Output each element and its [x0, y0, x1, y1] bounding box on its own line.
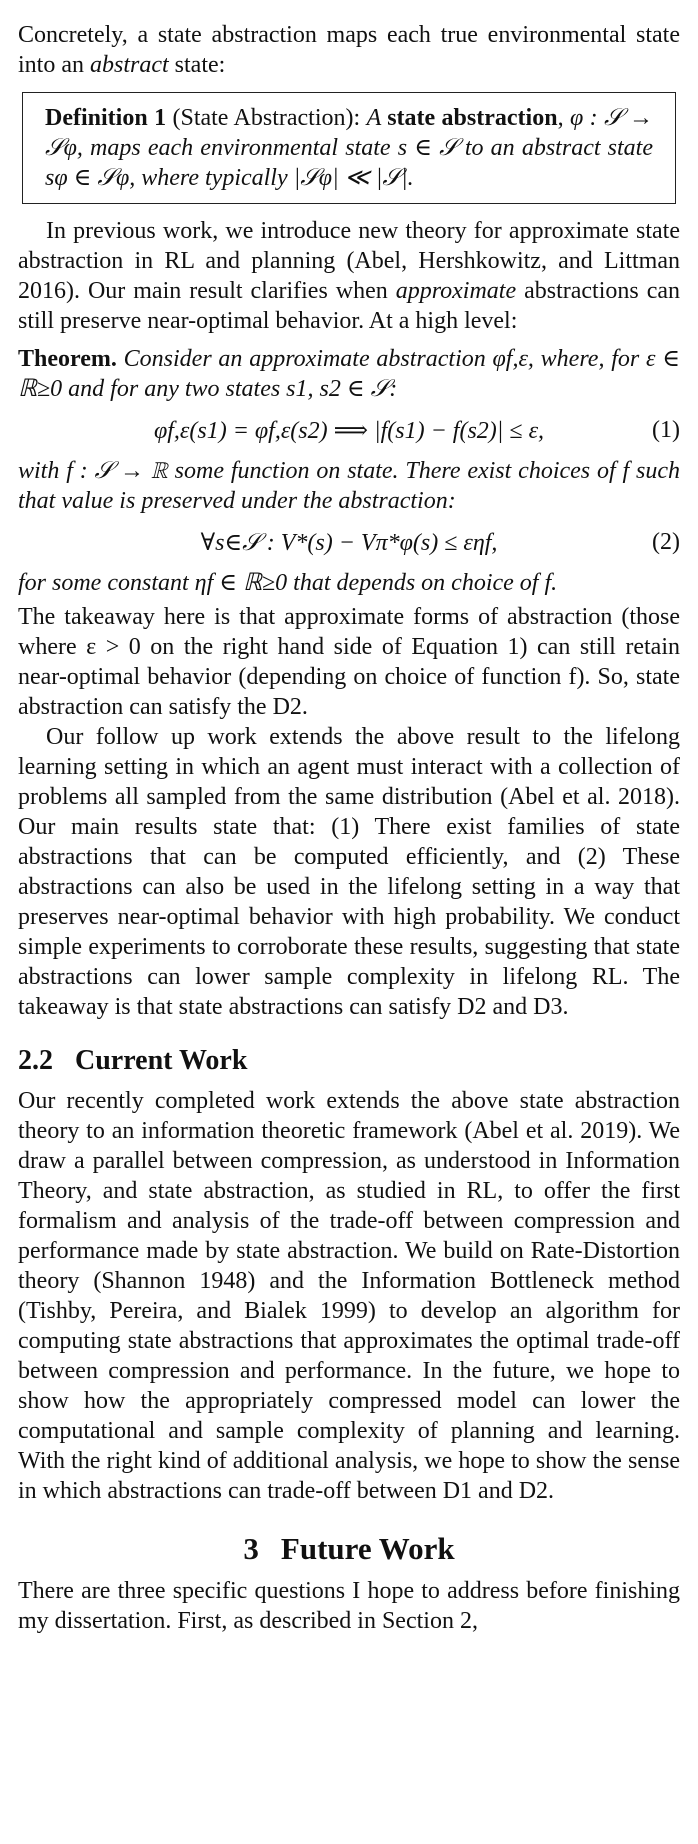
current-work-paragraph: Our recently completed work extends the above state abstraction theory to an information theoretic framework (Abel et al. 2019). We draw a parallel between compression, as understood in Information Theory, and state abstraction, as studied in RL, to offer the first formalism and analysis of the trade-off between compression and performance made by state abstraction. We build on Rate-Distortion theory (Shannon 1948) and the Information Bottleneck method (Tishby, Pereira, and Bialek 1999) to develop an algorithm for computing state abstractions that approximates the optimal trade-off between compression and performance. In the future, we hope to show how the appropriately compressed model can lower the computational and sample complexity of planning and learning. With the right kind of additional analysis, we hope to show the sense in which abstractions can trade-off between D1 and D2. [18, 1088, 680, 1504]
equation-1-number: (1) [652, 416, 680, 443]
intro-text-end: state: [168, 52, 226, 78]
intro-text-start: Concretely, a state abstraction maps each true environmental state into an [18, 22, 680, 78]
section-number: 2.2 [18, 1045, 53, 1076]
previous-work-text-start: In previous work, we introduce new theory for approximate state abstraction in RL and planning (Abel, Hershkowitz, and Littman 2016). Our main result clarifies when [18, 218, 680, 304]
theorem-line-2: with f : 𝒮 → ℝ some function on state. There exist choices of f such that value is preserved under the abstraction: [18, 458, 680, 514]
section-heading-future-work [18, 1530, 680, 1568]
equation-2-number: (2) [652, 528, 680, 555]
equation-2-body: ∀s∈𝒮 : V*(s) − Vπ*φ(s) ≤ εηf, [200, 529, 498, 556]
future-work-paragraph: There are three specific questions I hope to address before finishing my dissertation. First, as described in Section 2, [18, 1578, 680, 1634]
section-heading-current-work [18, 1044, 680, 1078]
theorem-line-3: for some constant ηf ∈ ℝ≥0 that depends on choice of f. [18, 570, 558, 596]
definition-term: state abstraction [387, 105, 558, 131]
definition-comma: , [557, 105, 564, 131]
equation-1-body: φf,ε(s1) = φf,ε(s2) ⟹ |f(s1) − f(s2)| ≤ ε, [153, 417, 545, 444]
section-title: Current Work [75, 1045, 248, 1076]
definition-label: (State Abstraction): [166, 105, 367, 131]
intro-paragraph [18, 20, 680, 80]
previous-work-text-end: abstractions can still preserve near-optimal behavior. At a high level: [18, 278, 680, 334]
theorem-heading: Theorem. [18, 346, 117, 372]
equation-1 [18, 408, 680, 452]
definition-heading: Definition 1 [45, 105, 167, 131]
previous-work-paragraph [18, 216, 680, 336]
section-title: Future Work [280, 1531, 455, 1566]
previous-work-italic-word: approximate [395, 278, 517, 304]
intro-italic-word: abstract [90, 52, 169, 78]
definition-body: φ : 𝒮 → 𝒮φ, maps each environmental state s ∈ 𝒮 to an abstract state sφ ∈ 𝒮φ, where typically |𝒮φ| ≪ |𝒮|. [45, 105, 653, 191]
theorem-statement [18, 344, 680, 404]
takeaway-paragraph: The takeaway here is that approximate forms of abstraction (those where ε > 0 on the right hand side of Equation 1) can still retain near-optimal behavior (depending on choice of function f). So, state abstraction can satisfy the D2. [18, 604, 680, 720]
follow-up-paragraph: Our follow up work extends the above result to the lifelong learning setting in which an agent must interact with a collection of problems all sampled from the same distribution (Abel et al. 2018). Our main results state that: (1) There exist families of state abstractions that can be computed efficiently, and (2) These abstractions can also be used in the lifelong setting in a way that preserves near-optimal behavior with high probability. We conduct simple experiments to corroborate these results, suggesting that state abstractions can lower sample complexity in lifelong RL. The takeaway is that state abstractions can satisfy D2 and D3. [18, 724, 680, 1020]
theorem-line-1: Consider an approximate abstraction φf,ε, where, for ε ∈ ℝ≥0 and for any two states s1, s2 ∈ 𝒮: [18, 346, 680, 402]
section-number: 3 [243, 1531, 259, 1566]
definition-box [22, 92, 676, 204]
equation-2 [18, 520, 680, 564]
definition-a-word: A [366, 105, 388, 131]
